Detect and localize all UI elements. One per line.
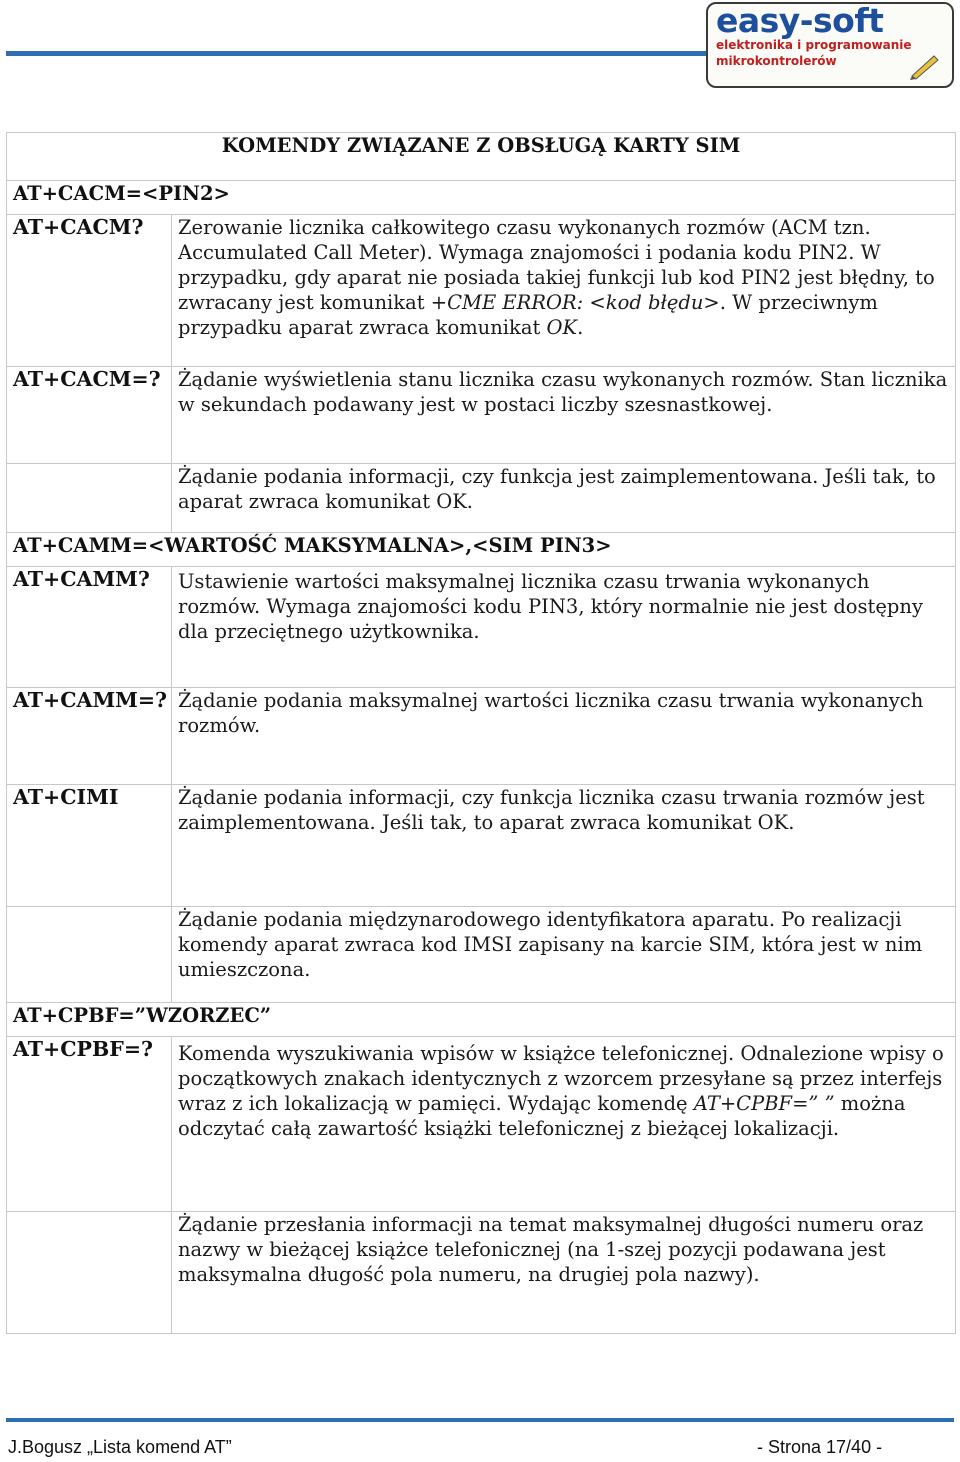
description-camm-query xyxy=(172,688,956,785)
desc-text: Komenda wyszukiwania wpisów w książce telefonicznej. Odnalezione wpisy o początkowych znakach identycznych z wzorcem przesyłane są przez interfejs wraz z ich lokalizacją w pamięci. Wydając komendę xyxy=(178,1042,944,1115)
command-label-cell xyxy=(7,907,172,1003)
desc-text: Żądanie podania międzynarodowego identyfikatora aparatu. Po realizacji komendy aparat zwraca kod IMSI zapisany na karcie SIM, która jest w nim umieszczona. xyxy=(178,908,923,981)
desc-text: Żądanie podania informacji, czy funkcja jest zaimplementowana. Jeśli tak, to aparat zwraca komunikat OK. xyxy=(178,465,936,513)
logo-tagline-2: mikrokontrolerów xyxy=(716,54,837,68)
description-cpbf-test xyxy=(172,1212,956,1334)
command-label-cell xyxy=(7,464,172,533)
command-label-cell xyxy=(7,1212,172,1334)
footer-rule xyxy=(6,1418,954,1422)
easy-soft-logo xyxy=(706,2,954,88)
logo-name: easy-soft xyxy=(716,2,884,40)
footer-page-number: - Strona 17/40 - xyxy=(757,1437,883,1457)
description-cimi xyxy=(172,907,956,1003)
command-label-camm-test: AT+CAMM=? xyxy=(13,688,168,712)
command-label-cell xyxy=(7,688,172,785)
header-rule xyxy=(6,51,706,56)
command-header-camm-set: AT+CAMM=<WARTOŚĆ MAKSYMALNA>,<SIM PIN3> xyxy=(7,533,956,567)
command-header-cpbf-set: AT+CPBF=”WZORZEC” xyxy=(7,1003,956,1037)
desc-text: . W przeciwnym przypadku aparat zwraca komunikat xyxy=(178,291,878,339)
desc-text: Żądanie przesłania informacji na temat maksymalnej długości numeru oraz nazwy w bieżącej książce telefonicznej (na 1-szej pozycji podawana jest maksymalna długość pola numeru, na drugiej pola nazwy). xyxy=(178,1213,924,1286)
desc-text: Ustawienie wartości maksymalnej licznika czasu trwania wykonanych rozmów. Wymaga znajomości kodu PIN3, który normalnie nie jest dostępny dla przeciętnego użytkownika. xyxy=(178,570,923,643)
command-label-cacm-query: AT+CACM? xyxy=(13,215,144,239)
description-cacm-set xyxy=(172,215,956,367)
desc-text: Żądanie podania maksymalnej wartości licznika czasu trwania wykonanych rozmów. xyxy=(178,689,924,737)
command-header-cacm-set: AT+CACM=<PIN2> xyxy=(7,181,956,215)
desc-text: można odczytać całą zawartość książki telefonicznej z bieżącej lokalizacji. xyxy=(178,1092,906,1140)
desc-text: Żądanie wyświetlenia stanu licznika czasu wykonanych rozmów. Stan licznika w sekundach podawany jest w postaci liczby szesnastkowej. xyxy=(178,368,948,416)
command-label-cacm-test: AT+CACM=? xyxy=(13,367,161,391)
description-cacm-test xyxy=(172,464,956,533)
desc-command-example: AT+CPBF=” ” xyxy=(693,1092,835,1115)
command-label-cell xyxy=(7,367,172,464)
command-label-cell xyxy=(7,1037,172,1212)
page-title: KOMENDY ZWIĄZANE Z OBSŁUGĄ KARTY SIM xyxy=(7,133,956,181)
description-camm-set xyxy=(172,567,956,688)
description-cacm-query xyxy=(172,367,956,464)
desc-error-code: CME ERROR: <kod błędu> xyxy=(447,291,720,314)
description-cpbf-set xyxy=(172,1037,956,1212)
logo-tagline-1: elektronika i programowanie xyxy=(716,38,912,52)
sim-commands-table xyxy=(6,132,956,1334)
description-camm-test xyxy=(172,785,956,907)
desc-text: . xyxy=(577,316,584,339)
desc-ok: OK xyxy=(546,316,578,339)
command-label-cimi: AT+CIMI xyxy=(13,785,119,809)
desc-text: Zerowanie licznika całkowitego czasu wykonanych rozmów (ACM tzn. Accumulated Call Meter). Wymaga znajomości i podania kodu PIN2. W przypadku, gdy aparat nie posiada takiej funkcji lub kod PIN2 jest błędny, to zwracany jest komunikat + xyxy=(178,216,935,314)
command-label-cpbf-test: AT+CPBF=? xyxy=(13,1037,154,1061)
desc-text: Żądanie podania informacji, czy funkcja licznika czasu trwania rozmów jest zaimplementowana. Jeśli tak, to aparat zwraca komunikat OK. xyxy=(178,786,925,834)
pen-icon xyxy=(908,52,942,80)
footer-author: J.Bogusz „Lista komend AT” xyxy=(8,1437,232,1457)
command-label-cell xyxy=(7,567,172,688)
command-label-cell xyxy=(7,215,172,367)
command-label-cell xyxy=(7,785,172,907)
command-label-camm-query: AT+CAMM? xyxy=(13,567,150,591)
